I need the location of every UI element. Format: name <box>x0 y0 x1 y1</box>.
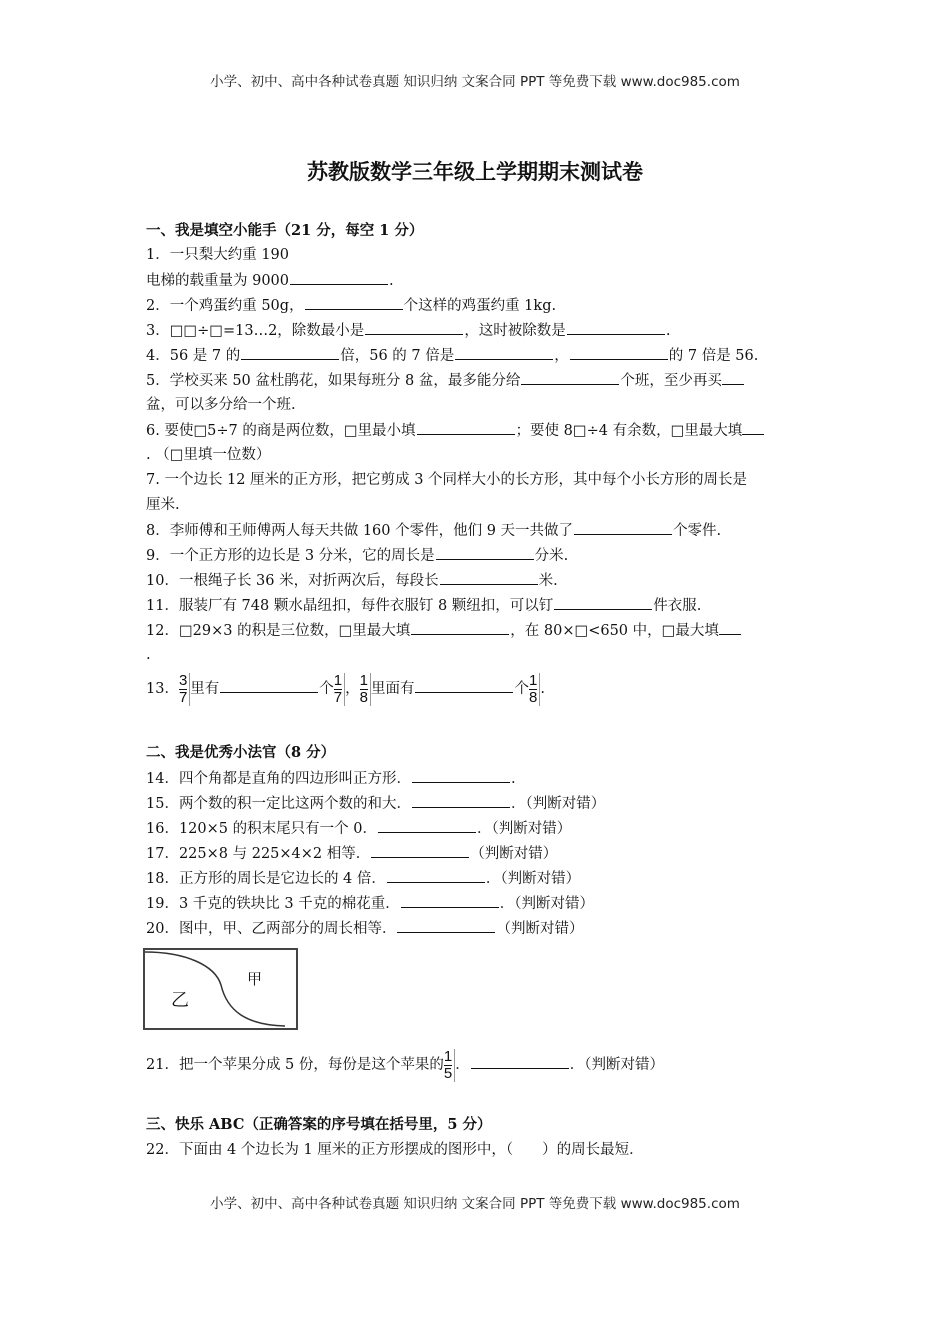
denominator: 7 <box>178 688 188 706</box>
answer-blank[interactable] <box>417 420 515 435</box>
answer-blank[interactable] <box>719 620 741 635</box>
fraction-1-7 <box>334 673 345 706</box>
q-text: 16．120×5 的积末尾只有一个 0． <box>146 821 377 837</box>
q-text: 19．3 千克的铁块比 3 千克的棉花重． <box>146 896 400 912</box>
denominator: 8 <box>528 688 538 706</box>
q-text: 5．学校买来 50 盆杜鹃花，如果每班分 8 盆，最多能分给 <box>146 373 521 389</box>
answer-blank[interactable] <box>440 570 538 585</box>
question-10 <box>146 570 558 591</box>
question-17 <box>146 843 557 864</box>
q-text: 6. 要使□5÷7 的商是两位数，□里最小填 <box>146 423 416 439</box>
q-text: 15．两个数的积一定比这两个数的和大． <box>146 796 411 812</box>
q-text: 个班，至少再买 <box>620 373 722 389</box>
label-yi: 乙 <box>171 990 189 1011</box>
question-14 <box>146 768 516 789</box>
denominator: 8 <box>359 688 368 706</box>
answer-blank[interactable] <box>415 678 513 693</box>
q-text: （判断对错） <box>470 846 558 862</box>
q-text: 里有 <box>190 681 220 697</box>
q-text: 14．四个角都是直角的四边形叫正方形． <box>146 771 411 787</box>
q-text: ，在 80×□<650 中，□最大填 <box>510 623 719 639</box>
q-text: ， <box>345 681 360 697</box>
fraction-1-8 <box>360 673 371 706</box>
q-text: ．（判断对错） <box>485 871 581 887</box>
section-1-heading: 一、我是填空小能手（21 分，每空 1 分） <box>146 222 424 239</box>
q-text: 21．把一个苹果分成 5 份，每份是这个苹果的 <box>146 1057 444 1073</box>
question-9 <box>146 545 568 566</box>
question-20 <box>146 918 583 939</box>
q-text: 个 <box>514 681 529 697</box>
q-text: . <box>665 323 671 339</box>
q-text: 个这样的鸡蛋约重 1kg. <box>403 298 557 314</box>
answer-blank[interactable] <box>455 345 553 360</box>
question-2 <box>146 295 556 316</box>
answer-blank[interactable] <box>412 768 510 783</box>
answer-blank[interactable] <box>290 270 388 285</box>
label-jia: 甲 <box>247 970 263 988</box>
numerator: 1 <box>333 671 343 689</box>
page-footer: 小学、初中、高中各种试卷真题 知识归纳 文案合同 PPT 等免费下载 www.doc985.com <box>210 1196 740 1212</box>
answer-blank[interactable] <box>387 868 485 883</box>
question-6b: . （□里填一位数） <box>146 447 271 463</box>
q-text: 10．一根绳子长 36 米，对折两次后，每段长 <box>146 573 439 589</box>
numerator: 1 <box>528 671 538 689</box>
fraction-1-8 <box>529 673 540 706</box>
q-text: ． <box>455 1057 470 1073</box>
q-text: 20．图中，甲、乙两部分的周长相等． <box>146 921 397 937</box>
answer-blank[interactable] <box>471 1054 569 1069</box>
answer-blank[interactable] <box>378 818 476 833</box>
fraction-1-5 <box>444 1049 455 1082</box>
q-text: 4．56 是 7 的 <box>146 348 241 364</box>
page-title: 苏教版数学三年级上学期期末测试卷 <box>307 159 643 184</box>
perimeter-figure <box>143 948 298 1030</box>
q-text: （判断对错） <box>496 921 584 937</box>
q-text: 8．李师傅和王师傅两人每天共做 160 个零件，他们 9 天一共做了 <box>146 523 574 539</box>
q-text: ；要使 8□÷4 有余数，□里最大填 <box>515 423 743 439</box>
numerator: 1 <box>443 1047 453 1065</box>
question-7a: 7. 一个边长 12 厘米的正方形，把它剪成 3 个同样大小的长方形，其中每个小长方形的周长是 <box>146 472 748 488</box>
question-16 <box>146 818 571 839</box>
answer-blank[interactable] <box>574 520 672 535</box>
question-1b: 电梯的载重量为 9000 . <box>146 270 394 291</box>
numerator: 3 <box>178 671 188 689</box>
numerator: 1 <box>359 671 368 689</box>
answer-blank[interactable] <box>554 595 652 610</box>
question-7b: 厘米. <box>146 497 180 513</box>
section-2-heading: 二、我是优秀小法官（8 分） <box>146 744 336 761</box>
question-1a: 1．一只梨大约重 190 <box>146 247 290 263</box>
answer-blank[interactable] <box>241 345 339 360</box>
answer-blank[interactable] <box>371 843 469 858</box>
q-text: 里面有 <box>370 681 415 697</box>
q-text: 11．服装厂有 748 颗水晶纽扣，每件衣服钉 8 颗纽扣，可以钉 <box>146 598 554 614</box>
answer-blank[interactable] <box>411 620 509 635</box>
answer-blank[interactable] <box>412 793 510 808</box>
q-text: 电梯的载重量为 9000 <box>146 273 290 289</box>
answer-blank[interactable] <box>220 678 318 693</box>
denominator: 5 <box>443 1064 453 1082</box>
page-header: 小学、初中、高中各种试卷真题 知识归纳 文案合同 PPT 等免费下载 www.doc985.com <box>210 74 740 90</box>
question-12a <box>146 620 741 641</box>
answer-blank[interactable] <box>521 370 619 385</box>
question-3 <box>146 320 670 341</box>
question-13 <box>146 672 545 706</box>
q-text: ．（判断对错） <box>499 896 594 912</box>
q-text: 2．一个鸡蛋约重 50g， <box>146 298 304 314</box>
q-text: 件衣服. <box>653 598 702 614</box>
question-21 <box>146 1048 664 1082</box>
question-6a <box>146 420 764 441</box>
q-text: 倍，56 的 7 倍是 <box>340 348 455 364</box>
question-12b: . <box>146 647 151 663</box>
q-text: . <box>540 681 545 697</box>
question-15 <box>146 793 605 814</box>
question-8 <box>146 520 721 541</box>
answer-blank[interactable] <box>436 545 534 560</box>
q-text: 分米. <box>534 548 569 564</box>
q-text: ．（判断对错） <box>569 1057 664 1073</box>
q-text: ．（判断对错） <box>510 796 606 812</box>
q-text: ．（判断对错） <box>476 821 572 837</box>
q-text: 个零件. <box>673 523 722 539</box>
question-5a <box>146 370 744 391</box>
curve-divider <box>145 950 296 1028</box>
question-22: 22．下面由 4 个边长为 1 厘米的正方形摆成的图形中，（ ）的周长最短． <box>146 1142 644 1158</box>
q-text: ，这时被除数是 <box>464 323 566 339</box>
question-4 <box>146 345 758 366</box>
q-text: 米. <box>538 573 558 589</box>
q-text: 个 <box>319 681 334 697</box>
answer-blank[interactable] <box>722 370 744 385</box>
question-11 <box>146 595 701 616</box>
question-18 <box>146 868 580 889</box>
q-text: 18．正方形的周长是它边长的 4 倍． <box>146 871 386 887</box>
answer-blank[interactable] <box>742 420 764 435</box>
answer-blank[interactable] <box>365 320 463 335</box>
q-text: . <box>510 771 516 787</box>
question-5b: 盆，可以多分给一个班. <box>146 397 296 413</box>
answer-blank[interactable] <box>397 918 495 933</box>
q-text: ， <box>554 348 569 364</box>
answer-blank[interactable] <box>401 893 499 908</box>
question-19 <box>146 893 594 914</box>
section-3-heading: 三、快乐 ABC（正确答案的序号填在括号里，5 分） <box>146 1116 492 1133</box>
q-text: 13． <box>146 681 179 697</box>
answer-blank[interactable] <box>567 320 665 335</box>
q-text: 3．□□÷□=13…2，除数最小是 <box>146 323 365 339</box>
answer-blank[interactable] <box>305 295 403 310</box>
q-text: 的 7 倍是 56. <box>668 348 759 364</box>
q-text: 17．225×8 与 225×4×2 相等． <box>146 846 371 862</box>
q-text: 9．一个正方形的边长是 3 分米，它的周长是 <box>146 548 435 564</box>
answer-blank[interactable] <box>570 345 668 360</box>
fraction-3-7 <box>179 673 190 706</box>
denominator: 7 <box>333 688 343 706</box>
q-text: 12．□29×3 的积是三位数，□里最大填 <box>146 623 411 639</box>
